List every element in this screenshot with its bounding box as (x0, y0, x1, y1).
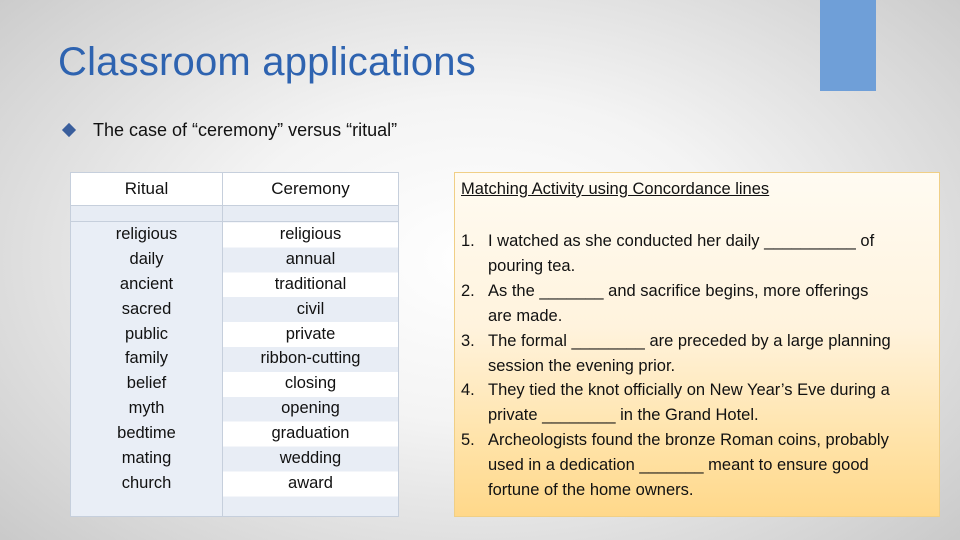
ritual-word: church (121, 473, 172, 492)
matching-activity-box (454, 172, 940, 517)
word-table (70, 172, 399, 517)
matching-item (461, 329, 929, 379)
ceremony-word: traditional (274, 274, 347, 293)
item-text: As the _______ and sacrifice begins, more offerings (488, 281, 869, 300)
ceremony-word: graduation (271, 424, 350, 443)
matching-item (461, 229, 929, 279)
ceremony-word: ribbon-cutting (260, 349, 361, 368)
matching-heading: Matching Activity using Concordance lines (461, 180, 770, 198)
subtitle-row (64, 117, 397, 143)
item-number: 3. (461, 331, 475, 350)
item-number: 2. (461, 281, 475, 300)
matching-item (461, 378, 929, 428)
ritual-column (71, 222, 223, 517)
item-text-continued: are made. (488, 306, 563, 325)
ritual-word-list (71, 222, 222, 496)
item-text: I watched as she conducted her daily __________ of (488, 232, 875, 250)
ceremony-word: opening (281, 399, 340, 418)
ritual-word: religious (115, 225, 178, 243)
ceremony-word: civil (296, 299, 325, 318)
ritual-word: mating (121, 449, 172, 468)
ceremony-word: religious (279, 225, 342, 243)
ritual-word: bedtime (117, 424, 176, 443)
subtitle: The case of “ceremony” versus “ritual” (93, 119, 398, 140)
item-text-continued: pouring tea. (488, 256, 576, 275)
ceremony-column (223, 222, 399, 517)
header-ceremony: Ceremony (223, 173, 399, 206)
item-text-continued: session the evening prior. (488, 356, 676, 375)
slide-title: Classroom applications (58, 40, 476, 84)
ritual-word: family (124, 349, 169, 368)
matching-item (461, 428, 929, 503)
item-text-continued: used in a dedication _______ meant to ensure good (488, 456, 869, 475)
header-ritual: Ritual (71, 173, 223, 206)
ceremony-word: private (285, 324, 336, 343)
ceremony-word-list (223, 222, 398, 496)
ritual-word: daily (129, 249, 164, 268)
item-text: The formal ________ are preceded by a large planning (488, 331, 891, 350)
words-row (71, 222, 399, 517)
ritual-word: belief (126, 374, 167, 393)
item-text-continued: private ________ in the Grand Hotel. (488, 406, 759, 425)
matching-list (461, 229, 929, 503)
ritual-word: myth (128, 399, 165, 418)
item-number: 1. (461, 232, 475, 250)
ritual-word: sacred (121, 299, 172, 318)
item-text: Archeologists found the bronze Roman coins, probably (488, 431, 889, 450)
ceremony-word: annual (285, 249, 336, 268)
item-number: 4. (461, 381, 475, 400)
matching-item (461, 279, 929, 329)
ceremony-word: wedding (279, 449, 342, 468)
ritual-word: public (124, 324, 169, 343)
ceremony-word: closing (284, 374, 337, 393)
ceremony-word: award (288, 473, 333, 492)
item-number: 5. (461, 431, 475, 450)
item-text-continued: fortune of the home owners. (488, 481, 694, 500)
spacer-row (71, 206, 399, 222)
accent-bar (820, 0, 876, 91)
ritual-word: ancient (119, 274, 174, 293)
diamond-bullet-icon (62, 123, 76, 137)
item-text: They tied the knot officially on New Year’s Eve during a (488, 381, 890, 400)
